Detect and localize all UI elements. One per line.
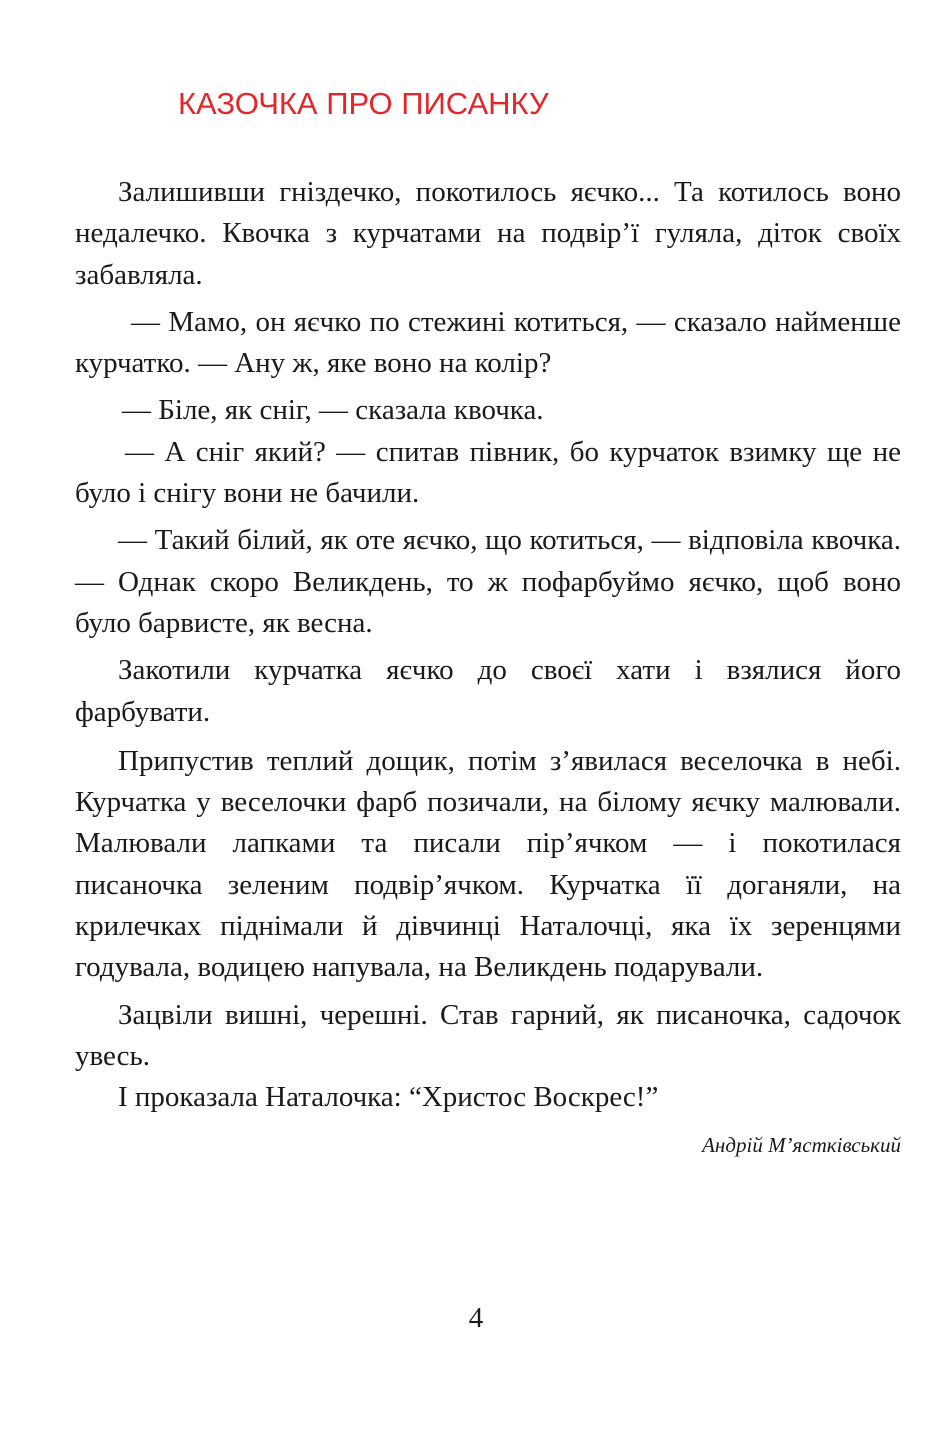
story-title: КАЗОЧКА ПРО ПИСАНКУ <box>178 86 549 121</box>
paragraph-1: Залишивши гніздечко, покотилось яєчко... Та котилось воно недалечко. Квочка з курчатами на подвір’ї гуляла, діток своїх забавляла. <box>75 176 901 291</box>
author-signature: Андрій М’ястківський <box>702 1133 901 1157</box>
paragraph-2: — Мамо, он яєчко по стежині котиться, — сказало найменше курчатко. — Ану ж, яке воно на колір? <box>75 305 901 380</box>
page-number: 4 <box>468 1302 484 1334</box>
paragraph-7: Припустив теплий дощик, потім з’явилася веселочка в небі. Курчатка у веселочки фарб позичали, на білому яєчку малювали. Малювали лапками та писали пір’ячком — і покотилася писаночка зеленим подвір’ячком. Курчатка її доганяли, на крилечках піднімали й дівчинці Наталочці, яка їх зеренцями годувала, водицею напувала, на Великдень подарували. <box>75 744 901 984</box>
paragraph-6: Закотили курчатка яєчко до своєї хати і взялися його фарбувати. <box>75 654 901 728</box>
paragraph-3: — Біле, як сніг, — сказала квочка. <box>122 394 544 427</box>
paragraph-8: Зацвіли вишні, черешні. Став гарний, як писаночка, садочок увесь. <box>75 998 901 1072</box>
paragraph-9: І проказала Наталочка: “Христос Воскрес!” <box>118 1081 659 1114</box>
paragraph-5: — Такий білий, як оте яєчко, що котиться, — відповіла квочка. — Однак скоро Великдень, то ж пофарбуймо яєчко, щоб воно було барвисте, як весна. <box>75 524 901 639</box>
story-text <box>75 172 901 1119</box>
paragraph-4: — А сніг який? — спитав півник, бо курчаток взимку ще не було і снігу вони не бачили. <box>75 435 901 510</box>
